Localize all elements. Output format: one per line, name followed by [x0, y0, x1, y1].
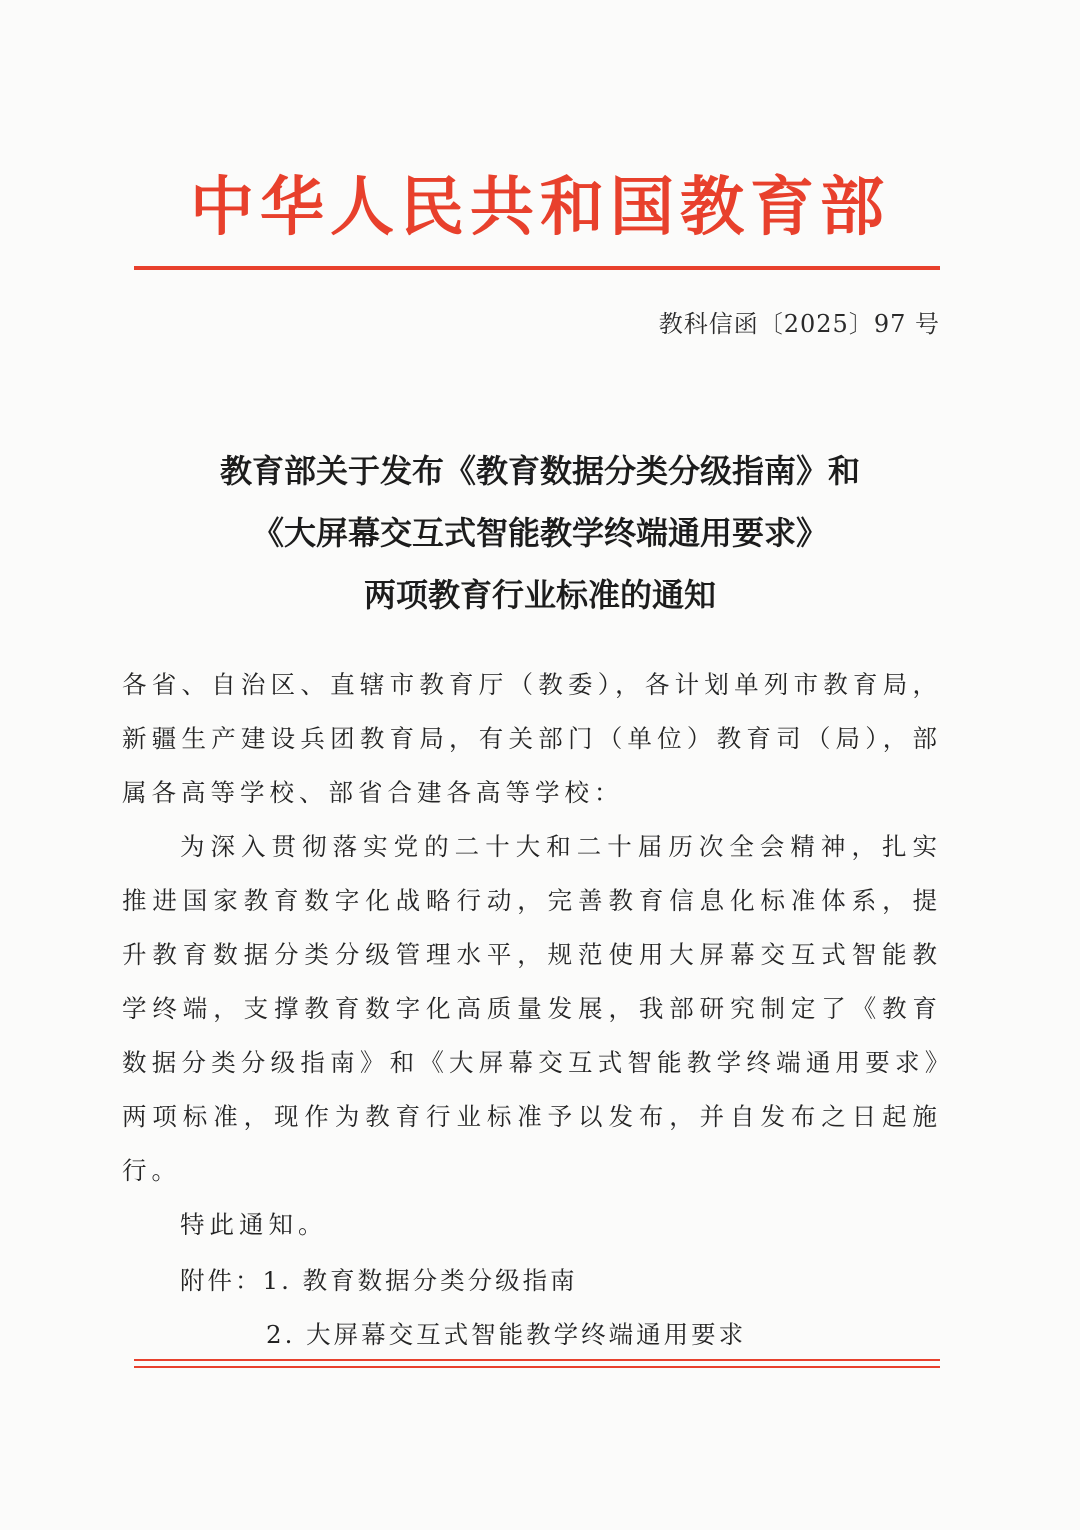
paragraph-1: 为深入贯彻落实党的二十大和二十届历次全会精神，扎实推进国家教育数字化战略行动，完善教育信息化标准体系，提升教育数据分类分级管理水平，规范使用大屏幕交互式智能教学终端，支撑教育数字化高质量发展，我部研究制定了《教育数据分类分级指南》和《大屏幕交互式智能教学终端通用要求》两项标准，现作为教育行业标准予以发布，并自发布之日起施行。: [122, 832, 942, 1185]
attachment-item-1: 附件：1. 教育数据分类分级指南: [180, 1266, 578, 1295]
footer-rule-top: [134, 1359, 940, 1361]
document-body: [122, 658, 942, 1252]
attachment-label: 附件：: [180, 1266, 263, 1295]
document-title: [100, 440, 980, 626]
recipients: 各省、自治区、直辖市教育厅（教委），各计划单列市教育局，新疆生产建设兵团教育局，有关部门（单位）教育司（局），部属各高等学校、部省合建各高等学校：: [122, 670, 942, 807]
attachment-item-2: 2. 大屏幕交互式智能教学终端通用要求: [266, 1320, 747, 1349]
closing-line: 特此通知。: [180, 1210, 328, 1239]
masthead-rule: [134, 266, 940, 270]
document-number: 教科信函〔2025〕97 号: [658, 310, 940, 338]
masthead: 中华人民共和国教育部: [190, 171, 890, 245]
title-line-1: 教育部关于发布《教育数据分类分级指南》和: [219, 452, 860, 490]
footer-rule-bottom: [134, 1366, 940, 1368]
title-line-3: 两项教育行业标准的通知: [363, 576, 716, 614]
attachments: [180, 1254, 746, 1362]
title-line-2: 《大屏幕交互式智能教学终端通用要求》: [251, 514, 828, 552]
